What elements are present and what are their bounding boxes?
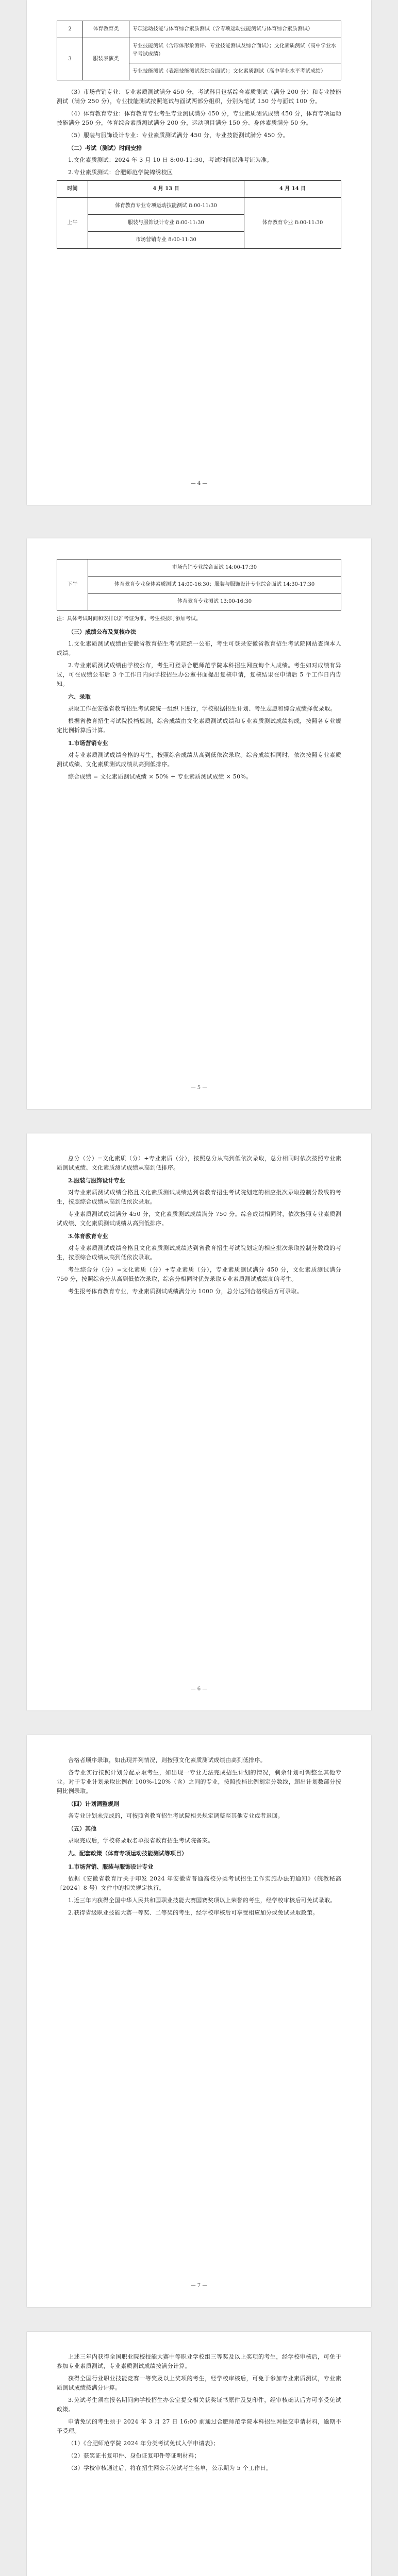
table-row: 下午 市场营销专业综合面试 14:00-17:30 — [57, 560, 341, 577]
paragraph: （2）获奖证书复印件、身份证复印件等证明材料； — [68, 2452, 200, 2459]
page-number: — 6 — — [190, 1686, 208, 1692]
section-heading: 2.服装与服饰设计专业 — [68, 1177, 125, 1184]
document-page-4 — [27, 1735, 371, 2307]
paragraph: 对专业素质测试成绩合格的考生，按照综合成绩从高到低依次录取。综合成绩相同时，依次按照专业素质测试成绩、文化素质测试成绩从高到低排序。 — [57, 752, 341, 768]
schedule-table-continued — [57, 559, 341, 611]
document-page-1 — [27, 0, 371, 505]
table-row: 体育教育专业身体素质测试 14:00-16:30；服装与服饰设计专业综合面试 14:30-17:30 — [57, 577, 341, 594]
table-row: 市场营销专业 8:00-11:30 — [57, 232, 341, 249]
page-number: — 5 — — [190, 1085, 208, 1091]
page-number: — 7 — — [190, 2283, 208, 2289]
paragraph: 3.免试考生须在报名期间向学校招生办公室提交相关获奖证书原件及复印件，经审核确认后方可享受免试政策。 — [57, 2397, 341, 2413]
paragraph: （4）体育教育专业：体育教育专业考生专业测试满分 450 分，专业素质测试成绩 450 分，体育专项运动技能满分 250 分，体育综合素质测试满分 200 分，运动项目满分 150 分、身体素质满分 50 分。 — [57, 110, 341, 126]
paragraph: 合格者顺序录取，如出现并列情况，则按照文化素质测试成绩由高到低排序。 — [68, 1757, 267, 1764]
paragraph: 录取完成后，学校将录取名单报省教育招生考试院备案。 — [68, 1837, 214, 1844]
document-page-5 — [27, 2332, 371, 2576]
paragraph: 考生报考体育教育专业，专业素质测试成绩满分为 1000 分，总分达到合格线后方可录取。 — [68, 1288, 303, 1295]
paragraph: 1.文化素质测试成绩由安徽省教育招生考试院统一公布，考生可登录安徽省教育招生考试院网站查询本人成绩。 — [57, 640, 341, 656]
paragraph: 获得全国行业职业技能竞赛一等奖及以上奖项的考生，经学校审核后，可免于参加专业素质测试，专业素质测试成绩按满分计算。 — [57, 2375, 341, 2391]
paragraph: 上述三年内获得全国职业院校技能大赛中等职业学校组三等奖及以上奖项的考生，经学校审核后，可免于参加专业素质测试，专业素质测试成绩按满分计算。 — [57, 2353, 341, 2369]
paragraph: 依据《安徽省教育厅关于印发 2024 年安徽省普通高校分类考试招生工作实施办法的通知》（皖教秘高〔2024〕8 号）文件中的相关规定执行。 — [57, 1875, 341, 1891]
paragraph: 对专业素质测试成绩合格且文化素质测试成绩达到省教育招生考试院划定的相应批次录取控制分数线的考生，按照综合成绩从高到低依次录取。 — [57, 1245, 341, 1261]
table-note: 注：具体考试时间和安排以准考证为准。考生须按时参加考试。 — [57, 616, 201, 622]
table-row: 上午 体育教育专业专项运动技能测试 8:00-11:30 体育教育专业 8:00-11:30 — [57, 198, 341, 215]
paragraph: 1.近三年内获得全国中华人民共和国职业技能大赛国赛奖项以上荣誉的考生，经学校审核后可免试录取。 — [68, 1897, 336, 1904]
paragraph: 综合成绩 = 文化素质测试成绩 × 50% + 专业素质测试成绩 × 50%。 — [68, 773, 252, 780]
page-number: — 4 — — [190, 481, 208, 486]
paragraph: 考生综合分（分）=文化素质（分）+专业素质（分），专业素质测试满分 450 分，文化素质测试满分 750 分，按照综合分从高到低依次录取，综合分相同时优先录取专业素质测试成绩高的考生。 — [57, 1266, 341, 1282]
paragraph: （1）《合肥师范学院 2024 年分类考试免试入学申请表》； — [68, 2440, 219, 2447]
document-page-3 — [27, 1133, 371, 1710]
section-heading: 九、配套政策（体育专项运动技能测试等项目） — [68, 1850, 187, 1857]
paragraph: 根据省教育招生考试院投档规则，综合成绩由文化素质测试成绩和专业素质测试成绩构成，按照各专业规定比例折算后计算。 — [57, 718, 341, 734]
table-row: 3 服装表演类 专业技能测试（含形体形象测评、专业技能测试及综合面试）；文化素质测试（高中学业水平考试成绩） — [57, 38, 341, 63]
table-header-row: 时间 4 月 13 日 4 月 14 日 — [57, 181, 341, 198]
paragraph: 各专业计划未完成的，可按照省教育招生考试院相关规定调整至其他专业或者退回。 — [68, 1812, 284, 1819]
paragraph: 专业素质测试成绩满分 450 分，文化素质测试成绩满分 750 分。综合成绩相同时，依次按照专业素质测试成绩、文化素质测试成绩从高到低排序。 — [57, 1211, 341, 1227]
paragraph: 2.获得省级职业技能大赛一等奖、二等奖的考生，经学校审核后可享受相应加分或免试录取政策。 — [68, 1909, 319, 1916]
table-row: 服装与服饰设计专业 8:00-11:30 — [57, 215, 341, 232]
paragraph: （3）市场营销专业：专业素质测试满分 450 分，考试科目包括综合素质测试（满分 200 分）和专业技能测试（满分 250 分），专业技能测试按照笔试与面试两部分组织，分别为笔试 150 分与面试 100 分。 — [57, 89, 341, 105]
schedule-table — [57, 180, 341, 249]
section-heading: （二）考试（测试）时间安排 — [68, 145, 142, 151]
paragraph: （5）服装与服饰设计专业：专业素质测试满分 450 分，专业技能测试满分 450 分。 — [68, 132, 289, 139]
paragraph: 总分（分）=文化素质（分）+专业素质（分），按照总分从高到低依次录取，总分相同时依次按照专业素质测试成绩、文化素质测试成绩从高到低排序。 — [57, 1155, 341, 1171]
table-row: 专业技能测试（表演技能测试及综合面试）；文化素质测试（高中学业水平考试成绩） — [57, 63, 341, 80]
paragraph: （3）学校审核通过后，将在招生网公示免试考生名单，公示期为 5 个工作日。 — [68, 2465, 272, 2471]
table-row: 体育教育专业测试 13:00-16:30 — [57, 594, 341, 611]
paragraph: 1.文化素质测试：2024 年 3 月 10 日 8:00-11:30，考试时间以准考证为准。 — [68, 157, 273, 163]
section-heading: 1.市场营销、服装与服饰设计专业 — [68, 1863, 154, 1870]
paragraph: 录取工作在安徽省教育招生考试院统一组织下进行，学校根据招生计划、考生志愿和综合成绩择优录取。 — [68, 705, 336, 712]
paragraph: 申请免试的考生须于 2024 年 3 月 27 日 16:00 前通过合肥师范学院本科招生网提交申请材料，逾期不予受理。 — [57, 2418, 341, 2434]
section-heading: （四）计划调整规则 — [68, 1801, 119, 1807]
paragraph: 对专业素质测试成绩合格且文化素质测试成绩达到省教育招生考试院划定的相应批次录取控制分数线的考生，按照综合成绩从高到低依次录取。 — [57, 1189, 341, 1205]
section-heading: 六、录取 — [68, 693, 91, 700]
section-heading: （三）成绩公布及复核办法 — [68, 629, 136, 635]
paragraph: 2.专业素质测试：合肥师范学院锦绣校区 — [68, 169, 173, 176]
section-heading: （五）其他 — [68, 1825, 96, 1832]
paragraph: 各专业实行按照计划分配录取考生，如出现一专业无法完成招生计划的情况，剩余计划可调整至其他专业。对于专业计划录取比例在 100%-120%（含）之间的专业，按照投档比例划定分数线，超出计划数部分按照比例录取。 — [57, 1769, 341, 1794]
section-heading: 3.体育教育专业 — [68, 1233, 108, 1240]
document-page-2 — [27, 538, 371, 1109]
subject-table — [57, 21, 341, 80]
section-heading: 1.市场营销专业 — [68, 740, 108, 747]
table-row: 2 体育教育类 专项运动技能与体育综合素质测试（含专项运动技能测试与体育综合素质测试） — [57, 21, 341, 38]
paragraph: 2.专业素质测试成绩由学校公布，考生可登录合肥师范学院本科招生网查询个人成绩。考生如对成绩有异议，可在成绩公布后 3 个工作日内向学校招生办公室书面提出复核申请，复核结果在申请后 5 个工作日内告知。 — [57, 662, 341, 687]
